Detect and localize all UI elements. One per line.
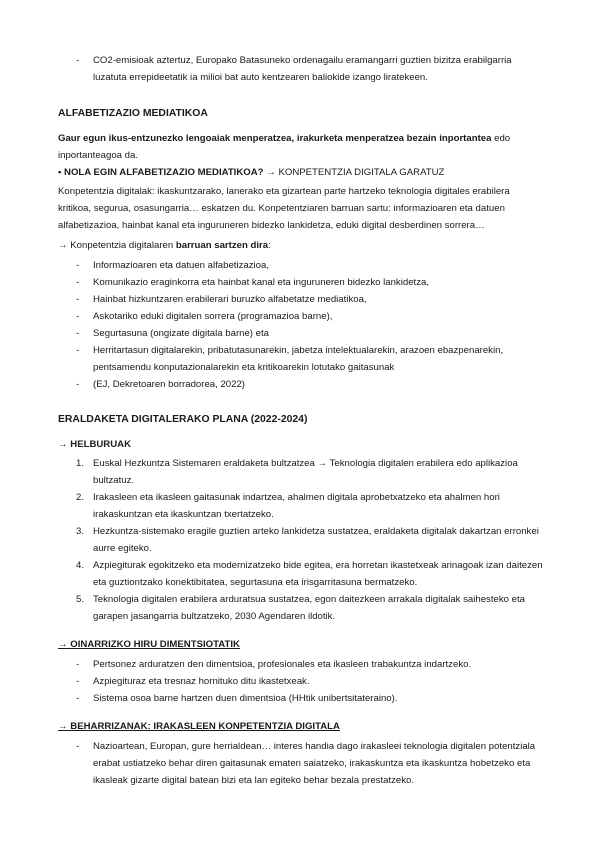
goal-text: Irakasleen eta ikasleen gaitasunak indartzea, ahalmen digitala aprobetxatzeko eta ahalmen hori irakaskuntzan eta ikaskuntzan txertatzeko. <box>93 492 500 520</box>
alfa-paragraph-1-bold: Gaur egun ikus-entzunezko lengoaiak menperatzea, irakurketa menperatzea bezain inportantea <box>58 133 492 144</box>
goal-item <box>76 557 546 591</box>
dimension-text: Pertsonez arduratzen den dimentsioa, profesionales eta ikasleen trabakuntza indartzeko. <box>93 659 472 670</box>
includes-pre: → Konpetentzia digitalaren <box>58 240 176 251</box>
alfa-list-item-text: Informazioaren eta datuen alfabetizazioa, <box>93 260 269 271</box>
goal-text: Teknologia digitalen erabilera arduratsua sustatzea, egon daitezkeen arrakala digitalak saihesteko eta garapen jasangarria bultzatzeko, 2030 Agendaren ildotik. <box>93 594 525 622</box>
dash-marker: - <box>76 55 80 66</box>
alfa-list-item <box>76 376 546 393</box>
goal-text: Euskal Hezkuntza Sistemaren eraldaketa bultzatzea → Teknologia digitalen erabilera edo aplikazioa bultzatuz. <box>93 458 518 486</box>
alfa-list-item <box>76 291 546 308</box>
dimension-text: Sistema osoa barne hartzen duen dimentsioa (HHtik unibertsitateraino). <box>93 693 398 704</box>
dimension-item <box>76 656 546 673</box>
beharrizanak-heading <box>58 718 340 735</box>
dimension-item <box>76 690 546 707</box>
dash-marker: - <box>76 379 80 390</box>
alfa-list-item-text: Hainbat hizkuntzaren erabilerari buruzko alfabetatze mediatikoa, <box>93 294 367 305</box>
dash-marker: - <box>76 311 80 322</box>
goal-text: Azpiegiturak egokitzeko eta modernizatzeko bide egitea, era horretan ikastetxeak arinagoak izan daitezen eta guztiontzako konektibitatea, segurtasuna eta irisgarritasuna bermatzeko. <box>93 560 543 588</box>
includes-post: : <box>268 240 271 251</box>
helburuak-label: → HELBURUAK <box>58 439 132 450</box>
goal-item <box>76 523 546 557</box>
alfa-paragraph-1 <box>58 130 538 164</box>
hiru-dimentsio-heading <box>58 636 240 653</box>
dash-marker: - <box>76 328 80 339</box>
dash-marker: - <box>76 277 80 288</box>
alfa-list-item <box>76 308 546 325</box>
dash-marker: - <box>76 345 80 356</box>
dash-marker: - <box>76 294 80 305</box>
goal-item <box>76 455 546 489</box>
includes-bold: barruan sartzen dira <box>175 240 269 251</box>
section-heading-alfabetizazio: ALFABETIZAZIO MEDIATIKOA <box>58 108 208 119</box>
alfa-paragraph-2: Konpetentzia digitalak: ikaskuntzarako, lanerako eta gizartean parte hartzeko teknologia digitales erabilera kritikoa, segurua, osasungarria… eskatzen du. Konpetentziaren barruan sartu: informazioaren eta datuen alfabetizazioa, hainbat kanal eta inguruneren bidezko lankidetza, eduki digital desberdinen sorrera… <box>58 186 510 231</box>
alfa-list-item-text: Herritartasun digitalarekin, pribatutasunarekin, jabetza intelektualarekin, arazoen ebazpenarekin, pentsamendu konputazionalarekin eta kritikoarekin lotutako gaitasunak <box>93 345 504 373</box>
hiru-dimentsio-label: → OINARRIZKO HIRU DIMENTSIOTATIK <box>58 639 240 650</box>
alfa-list-item-text: Segurtasuna (ongizate digitala barne) eta <box>93 328 270 339</box>
goal-number: 2. <box>76 492 85 503</box>
alfa-list-item <box>76 257 546 274</box>
dash-marker: - <box>76 676 80 687</box>
dimension-text: Azpiegituraz eta tresnaz hornituko ditu ikastetxeak. <box>93 676 310 687</box>
dash-marker: - <box>76 260 80 271</box>
intro-bullet-text: CO2-emisioak aztertuz, Europako Batasuneko ordenagailu eramangarri guztien bizitza erabilgarria luzatuta errepideetatik ia milioi bat auto kentzearen baliokide izango liratekeen. <box>93 55 512 83</box>
dimension-item <box>76 673 546 690</box>
goal-text: Hezkuntza-sistemako eragile guztien arteko lankidetza sustatzea, eraldaketa digitalak dakartzan erronkei aurre egiteko. <box>93 526 539 554</box>
goal-number: 1. <box>76 458 85 469</box>
alfa-list-item <box>76 342 546 376</box>
beharrizanak-label: → BEHARRIZANAK: IRAKASLEEN KONPETENTZIA DIGITALA <box>58 721 340 732</box>
section-heading-plana: ERALDAKETA DIGITALERAKO PLANA (2022-2024) <box>58 414 308 425</box>
alfa-includes-intro <box>58 237 538 254</box>
alfa-list-item-text: Askotariko eduki digitalen sorrera (programazioa barne), <box>93 311 333 322</box>
goal-item <box>76 591 546 625</box>
helburuak-heading <box>58 436 131 453</box>
goal-number: 5. <box>76 594 85 605</box>
alfa-list-item-text: (EJ, Dekretoaren borradorea, 2022) <box>93 379 245 390</box>
alfa-list-item <box>76 274 546 291</box>
alfa-paragraph-1-rest: edo inportanteagoa da. <box>58 133 511 161</box>
dash-marker: - <box>76 741 80 752</box>
goal-item <box>76 489 546 523</box>
alfa-list-item <box>76 325 546 342</box>
alfa-howto-question: • NOLA EGIN ALFABETIZAZIO MEDIATIKOA? <box>58 167 264 178</box>
alfa-howto-answer: → KONPETENTZIA DIGITALA GARATUZ <box>263 167 445 178</box>
need-text: Nazioartean, Europan, gure herrialdean… interes handia dago irakasleei teknologia digitalen potentziala erabat ustiatzeko behar diren gaitasunak ematen saiatzeko, irakaskuntza eta ikaskuntza hobetzeko eta ikasleak gizarte digital batean bizi eta lan egiteko behar bezala prestatzeko. <box>93 741 536 786</box>
alfa-list-item-text: Komunikazio eraginkorra eta hainbat kanal eta inguruneren bidezko lankidetza, <box>93 277 429 288</box>
alfa-howto <box>58 164 538 181</box>
intro-bullet <box>76 52 546 86</box>
dash-marker: - <box>76 659 80 670</box>
dash-marker: - <box>76 693 80 704</box>
need-item <box>76 738 546 789</box>
goal-number: 4. <box>76 560 85 571</box>
goal-number: 3. <box>76 526 85 537</box>
